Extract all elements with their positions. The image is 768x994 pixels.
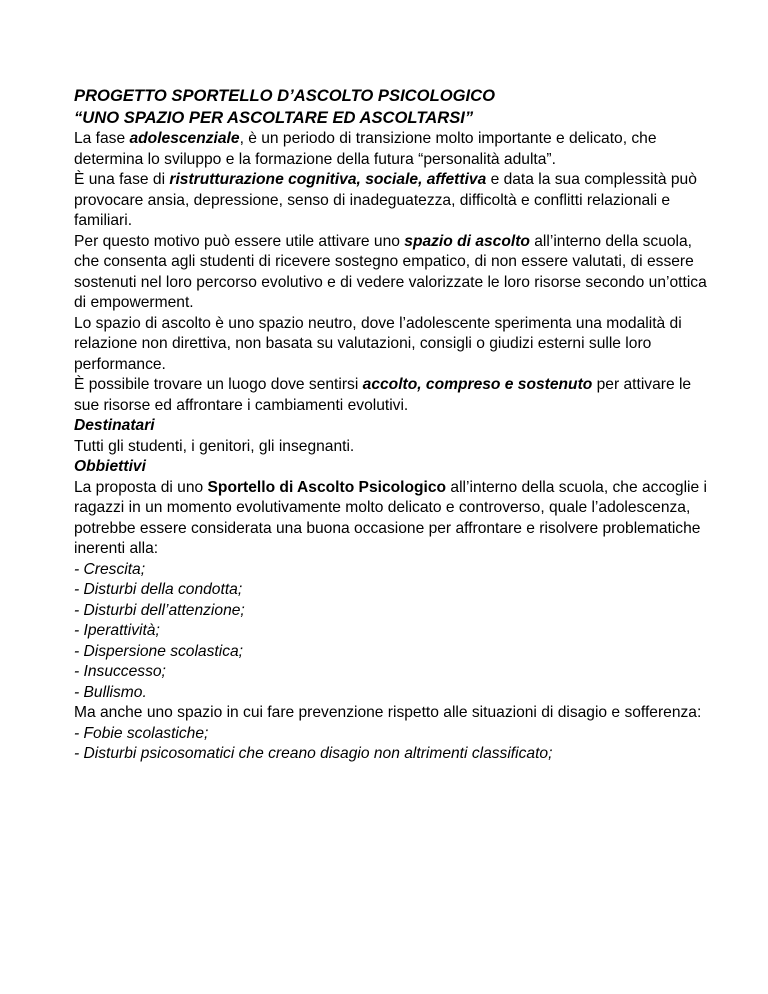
intro-p5-pre: È possibile trovare un luogo dove sentirsi <box>74 376 363 393</box>
obbiettivi-paragraph <box>74 478 714 560</box>
intro-p1-emphasis: adolescenziale <box>129 130 240 147</box>
intro-paragraph-3 <box>74 232 714 314</box>
obbiettivi-heading: Obbiettivi <box>74 458 146 475</box>
intro-p3-post: all’interno della scuola, che consenta agli studenti di ricevere sostegno empatico, di non essere valutati, di essere sostenuti nel loro percorso evolutivo e di vedere valorizzate le loro risorse secondo un’ottica di empowerment. <box>74 232 707 311</box>
intro-p1-pre: La fase <box>74 130 130 147</box>
list-item: - Disturbi della condotta; <box>74 581 243 598</box>
obbiettivi-p-pre: La proposta di uno <box>74 478 208 496</box>
prevenzione-list <box>74 724 714 765</box>
intro-p3-emphasis: spazio di ascolto <box>404 232 530 250</box>
list-item: - Bullismo. <box>74 683 147 701</box>
intro-p2-pre: È una fase di <box>74 171 170 188</box>
intro-p5-emphasis: accolto, compreso e sostenuto <box>362 376 593 393</box>
list-item: - Crescita; <box>74 560 146 578</box>
intro-p1-post: , è un periodo di transizione molto importante e delicato, che determina lo sviluppo e la formazione della futura “personalità adulta”. <box>74 130 657 168</box>
list-item: - Insuccesso; <box>74 663 166 680</box>
intro-p3-pre: Per questo motivo può essere utile attivare uno <box>74 232 405 250</box>
intro-paragraph-5 <box>74 375 714 416</box>
list-item: - Disturbi dell’attenzione; <box>74 601 245 619</box>
list-item: - Disturbi psicosomatici che creano disagio non altrimenti classificato; <box>74 745 553 762</box>
obbiettivi-p-bold: Sportello di Ascolto Psicologico <box>207 478 447 496</box>
intro-paragraph-4: Lo spazio di ascolto è uno spazio neutro, dove l’adolescente sperimenta una modalità di relazione non direttiva, non basata su valutazioni, consigli o giudizi esterni sulle loro performance. <box>74 314 682 373</box>
list-item: - Dispersione scolastica; <box>74 642 243 660</box>
destinatari-heading: Destinatari <box>74 417 155 434</box>
destinatari-text: Tutti gli studenti, i genitori, gli insegnanti. <box>74 437 355 455</box>
prevenzione-paragraph: Ma anche uno spazio in cui fare prevenzione rispetto alle situazioni di disagio e sofferenza: <box>74 704 702 721</box>
list-item: - Fobie scolastiche; <box>74 724 209 742</box>
document-page <box>74 85 714 765</box>
obbiettivi-p-post: all’interno della scuola, che accoglie i ragazzi in un momento evolutivamente molto delicato e controverso, quale l’adolescenza, potrebbe essere considerata una buona occasione per affrontare e risolvere problematiche inerenti alla: <box>74 478 707 557</box>
intro-p2-post: e data la sua complessità può provocare ansia, depressione, senso di inadeguatezza, difficoltà e conflitti relazionali e familiari. <box>74 171 697 229</box>
intro-p2-emphasis: ristrutturazione cognitiva, sociale, affettiva <box>169 171 487 188</box>
problematiche-list <box>74 560 714 704</box>
document-title-line-1: PROGETTO SPORTELLO D’ASCOLTO PSICOLOGICO <box>74 86 496 105</box>
list-item: - Iperattività; <box>74 622 160 639</box>
intro-paragraph-2 <box>74 170 714 232</box>
intro-paragraph-1 <box>74 129 714 170</box>
intro-p5-post: per attivare le sue risorse ed affrontare i cambiamenti evolutivi. <box>74 376 692 414</box>
document-title-line-2: “UNO SPAZIO PER ASCOLTARE ED ASCOLTARSI” <box>74 108 474 127</box>
